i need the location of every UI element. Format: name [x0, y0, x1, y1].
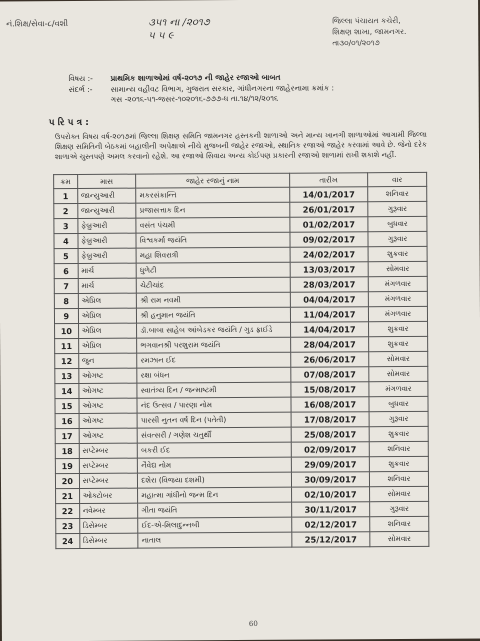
holiday-name-cell: પારસી નુતન વર્ષ દિન (પતેતી)	[137, 412, 291, 428]
month-cell: ઓગષ્ટ	[79, 383, 138, 398]
holiday-name-cell: ઈદ-એ-મિલાદુન્નબી	[138, 517, 292, 533]
date-cell: 24/02/2017	[290, 247, 368, 262]
month-cell: એપ્રિલ	[78, 293, 137, 308]
day-cell: શુક્રવાર	[369, 336, 428, 351]
date-cell: 28/03/2017	[290, 277, 368, 292]
serial-cell: 3	[54, 218, 78, 233]
holiday-name-cell: વસંત પંચમી	[136, 217, 290, 233]
day-cell: શનિવાર	[368, 186, 427, 201]
circular-body: ઉપરોક્ત વિષય વર્ષ-૨૦૧૭માં જિલ્લા શિક્ષણ સમિતિ જામનગર હસ્તકની શાળાઓ અને માન્ય ખાનગી શાળાઓમાં આગામી જિલ્લા શિક્ષણ સમિતિની બેઠકમાં બહાલીની અપેક્ષાએ નીચે મુજબની જાહેર રજાઓ, સ્થાનિક રજાઓ જાહેર કરવામાં આવે છે. જેનો દરેક શાળાએ ચુસ્તપણે અમલ કરવાનો રહેશે. આ રજાઓ સિવાય અન્ય કોઈપણ પ્રકારની રજાઓ શાળામાં રાખી શકાશે નહીં.	[54, 129, 427, 162]
holiday-name-cell: શ્રી રામ નવમી	[137, 292, 291, 308]
day-cell: શનિવાર	[370, 516, 429, 531]
header-holiday-name: જાહેર રજાનું નામ	[136, 173, 290, 188]
serial-cell: 12	[55, 353, 79, 368]
office-address	[332, 15, 406, 48]
month-cell: એપ્રિલ	[78, 308, 137, 323]
date-cell: 07/08/2017	[291, 367, 369, 382]
header-date: તારીખ	[289, 173, 367, 187]
serial-cell: 24	[56, 533, 80, 548]
month-cell: ઓગષ્ટ	[78, 368, 137, 383]
office-name: જિલ્લા પંચાયત કચેરી,	[332, 16, 401, 26]
day-cell: બુધવાર	[368, 216, 427, 231]
day-cell: શુક્રવાર	[368, 246, 427, 261]
serial-cell: 7	[54, 278, 78, 293]
serial-cell: 5	[54, 248, 78, 263]
date-cell: 17/08/2017	[291, 412, 369, 427]
letter-date: તા૩૦/૦૧/૨૦૧૭	[332, 38, 380, 48]
date-cell: 26/06/2017	[290, 352, 368, 367]
date-cell: 25/08/2017	[291, 427, 369, 442]
day-cell: શનિવાર	[369, 441, 428, 456]
date-cell: 01/02/2017	[290, 217, 368, 232]
serial-cell: 13	[55, 368, 79, 383]
date-cell: 13/03/2017	[290, 262, 368, 277]
date-cell: 30/09/2017	[291, 472, 369, 487]
serial-cell: 4	[54, 233, 78, 248]
holiday-name-cell: નંદ ઉત્સવ / પારણા નોમ	[137, 397, 291, 413]
serial-cell: 2	[54, 203, 78, 218]
reference-number: નં.શિક્ષ/સેવા-૮/વશી	[6, 19, 69, 29]
day-cell: મંગળવાર	[368, 276, 427, 291]
date-cell: 02/12/2017	[292, 517, 370, 532]
month-cell: એપ્રિલ	[78, 323, 137, 338]
holiday-name-cell: પ્રજાસત્તાક દિન	[136, 202, 290, 218]
letter-reference	[6, 19, 68, 41]
month-cell: ફેબ્રુઆરી	[78, 233, 137, 248]
holiday-name-cell: ધુળેટી	[136, 262, 290, 278]
circular-heading: પ રિ પ ત્ર :	[48, 117, 89, 129]
serial-cell: 17	[55, 428, 79, 443]
month-cell: ડિસેમ્બર	[79, 533, 138, 548]
holiday-name-cell: રમઝાન ઈદ	[137, 352, 291, 368]
month-cell: ઓગષ્ટ	[79, 398, 138, 413]
date-cell: 26/01/2017	[290, 202, 368, 217]
holiday-name-cell: મકરસંક્રાન્તિ	[136, 187, 290, 203]
holiday-name-cell: ગીતા જયંતિ	[138, 502, 292, 518]
serial-cell: 18	[55, 443, 79, 458]
header-day: વાર	[368, 172, 427, 186]
serial-cell: 9	[54, 308, 78, 323]
subject-text: પ્રાથમિક શાળાઓમાં વર્ષ-૨૦૧૭ ની જાહેર રજાઓ બાબત	[110, 72, 281, 83]
day-cell: ગુરૂવાર	[368, 201, 427, 216]
month-cell: ફેબ્રુઆરી	[78, 248, 137, 263]
holiday-name-cell: સંવત્સરી / ગણેશ ચતુર્થી	[137, 427, 291, 443]
date-cell: 29/09/2017	[291, 457, 369, 472]
day-cell: શુક્રવાર	[369, 426, 428, 441]
day-cell: સોમવાર	[368, 261, 427, 276]
month-cell: ઓક્ટોબર	[79, 488, 138, 503]
header-month: માસ	[77, 174, 136, 188]
day-cell: સોમવાર	[369, 366, 428, 381]
month-cell: સપ્ટેમ્બર	[79, 473, 138, 488]
serial-cell: 20	[55, 473, 79, 488]
month-cell: ઓગષ્ટ	[79, 428, 138, 443]
month-cell: સપ્ટેમ્બર	[79, 458, 138, 473]
handwritten-line-1: ૩૫૧ ના /૨૦૧૭	[148, 17, 210, 29]
holiday-name-cell: નૈવેદ્ય નોમ	[138, 457, 292, 473]
reference-label: સંદર્ભ :-	[68, 84, 93, 94]
serial-cell: 11	[55, 338, 79, 353]
month-cell: માર્ચ	[78, 278, 137, 293]
holiday-table	[53, 172, 429, 549]
month-cell: જાન્યુઆરી	[77, 203, 136, 218]
reference-number-line2	[6, 30, 68, 41]
holiday-name-cell: ચેટીચાંદ	[137, 277, 291, 293]
month-cell: ડિસેમ્બર	[79, 518, 138, 533]
date-cell: 04/04/2017	[290, 292, 368, 307]
serial-cell: 8	[54, 293, 78, 308]
day-cell: બુધવાર	[369, 396, 428, 411]
table-row	[56, 531, 429, 548]
month-cell: માર્ચ	[78, 263, 137, 278]
month-cell: ફેબ્રુઆરી	[78, 218, 137, 233]
handwritten-line-2: ૫ ૫ ૯	[148, 30, 174, 42]
date-cell: 25/12/2017	[292, 532, 370, 547]
header-serial: ક્રમ	[54, 174, 78, 188]
day-cell: ગુરૂવાર	[370, 501, 429, 516]
serial-cell: 15	[55, 398, 79, 413]
holiday-table-body	[54, 186, 429, 548]
month-cell: જાન્યુઆરી	[77, 188, 136, 203]
holiday-name-cell: બકરી ઈદ	[138, 442, 292, 458]
handwritten-inward-number	[148, 16, 210, 42]
holiday-name-cell: નાતાલ	[138, 532, 292, 548]
day-cell: શનિવાર	[370, 471, 429, 486]
serial-cell: 10	[55, 323, 79, 338]
serial-cell: 19	[55, 458, 79, 473]
reference-text-line2: ગસ -૨૦૧૬-૫૧-જસર-૧૦૨૦૧૬-૭૭૭-ધ તા.૧૪/૧૨/૨૦૧૬	[110, 93, 279, 104]
day-cell: મંગળવાર	[369, 381, 428, 396]
day-cell: શુક્રવાર	[369, 456, 428, 471]
month-cell: સપ્ટેમ્બર	[79, 443, 138, 458]
holiday-name-cell: સ્વાતંત્ર્ય દિન / જન્માષ્ટમી	[137, 382, 291, 398]
month-cell: જુન	[78, 353, 137, 368]
subject-block	[68, 72, 470, 106]
holiday-name-cell: મહાત્મા ગાંધીનો જન્મ દિન	[138, 487, 292, 503]
month-cell: નવેમ્બર	[79, 503, 138, 518]
serial-cell: 22	[56, 503, 80, 518]
serial-cell: 21	[56, 488, 80, 503]
reference-text: સામાન્ય વહીવટ વિભાગ, ગુજરાત સરકાર, ગાંધીનગરના જાહેરનામા ક્રમાંક :	[110, 82, 335, 94]
date-cell: 11/04/2017	[290, 307, 368, 322]
day-cell: ગુરૂવાર	[368, 231, 427, 246]
holiday-name-cell: વિશ્વકર્મા જયંતિ	[136, 232, 290, 248]
holiday-name-cell: ડૉ.બાબા સાહેબ આંબેડકર જયંતિ / ગુડ ફ્રાઈડે	[137, 322, 291, 338]
day-cell: મંગળવાર	[368, 291, 427, 306]
subject-label: વિષય :-	[68, 73, 93, 84]
date-cell: 02/10/2017	[291, 487, 369, 502]
date-cell: 14/01/2017	[289, 187, 367, 202]
office-branch: શિક્ષણ શાખા, જામનગર.	[332, 26, 407, 37]
holiday-name-cell: મહા શિવરાત્રી	[136, 247, 290, 263]
date-cell: 14/04/2017	[290, 322, 368, 337]
date-cell: 16/08/2017	[291, 397, 369, 412]
day-cell: ગુરૂવાર	[369, 411, 428, 426]
date-cell: 28/04/2017	[290, 337, 368, 352]
day-cell: મંગળવાર	[369, 306, 428, 321]
serial-cell: 1	[54, 188, 78, 203]
serial-cell: 6	[54, 263, 78, 278]
holiday-name-cell: શ્રી હનુમાન જયંતિ	[137, 307, 291, 323]
month-cell: એપ્રિલ	[78, 338, 137, 353]
date-cell: 02/09/2017	[291, 442, 369, 457]
holiday-name-cell: ભગવાનશ્રી પરશુરામ જયંતિ	[137, 337, 291, 353]
holiday-name-cell: દશેરા (વિજયા દશમી)	[138, 472, 292, 488]
page-number: 60	[248, 619, 258, 628]
date-cell: 09/02/2017	[290, 232, 368, 247]
holiday-name-cell: રક્ષા બંધન	[137, 367, 291, 383]
serial-cell: 23	[56, 518, 80, 533]
month-cell: ઓગષ્ટ	[79, 413, 138, 428]
day-cell: સોમવાર	[369, 351, 428, 366]
day-cell: શુક્રવાર	[369, 321, 428, 336]
date-cell: 15/08/2017	[291, 382, 369, 397]
serial-cell: 14	[55, 383, 79, 398]
serial-cell: 16	[55, 413, 79, 428]
date-cell: 30/11/2017	[291, 502, 369, 517]
day-cell: સોમવાર	[370, 531, 429, 546]
day-cell: સોમવાર	[370, 486, 429, 501]
